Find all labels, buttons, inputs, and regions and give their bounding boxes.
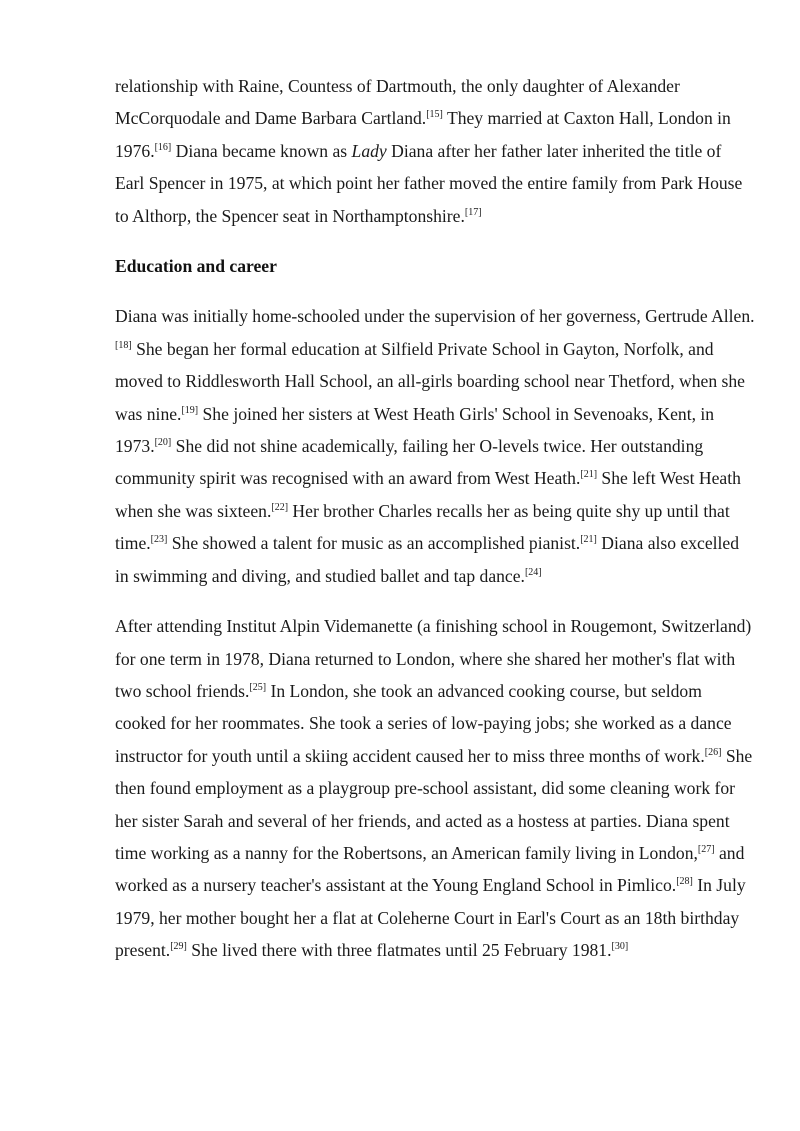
citation-ref[interactable]: [30]: [611, 941, 629, 953]
citation-ref[interactable]: [21]: [580, 534, 597, 546]
citation-ref[interactable]: [18]: [115, 339, 132, 351]
paragraph-education: [115, 300, 755, 592]
paragraph-text: Diana after her father later inherited the title of Earl Spencer in 1975, at which point her father moved the entire family from Park House to Althorp, the Spencer seat in Northamptonshire.: [115, 140, 743, 226]
paragraph-text: relationship with Raine, Countess of Dartmouth, the only daughter of Alexander McCorquodale and Dame Barbara Cartland.: [115, 76, 680, 129]
citation-ref[interactable]: [27]: [697, 843, 715, 855]
paragraph-text: Diana became known as: [171, 140, 352, 161]
citation-ref[interactable]: [17]: [464, 206, 482, 218]
paragraph-family: [115, 70, 755, 232]
section-heading: Education and career: [115, 256, 277, 277]
citation-ref[interactable]: [23]: [150, 534, 168, 546]
citation-ref[interactable]: [28]: [676, 876, 693, 888]
paragraph-text: In London, she took an advanced cooking course, but seldom cooked for her roommates. She took a series of low-paying jobs; she worked as a dance instructor for youth until a skiing accident caused her to miss three months of work.: [115, 680, 732, 766]
citation-ref[interactable]: [20]: [154, 437, 172, 449]
citation-ref[interactable]: [25]: [249, 681, 267, 693]
paragraph-text: and worked as a nursery teacher's assistant at the Young England School in Pimlico.: [115, 842, 745, 896]
citation-ref[interactable]: [16]: [154, 141, 172, 153]
citation-ref[interactable]: [21]: [580, 469, 598, 481]
citation-ref[interactable]: [26]: [704, 746, 722, 758]
paragraph-text: After attending Institut Alpin Videmanette (a finishing school in Rougemont, Switzerland) for one term in 1978, Diana returned to London, where she shared her mother's flat with two school friends.: [115, 616, 752, 701]
citation-ref[interactable]: [15]: [426, 109, 443, 121]
paragraph-text: She left West Heath when she was sixteen.: [115, 468, 741, 521]
emphasis-text: Lady: [351, 140, 387, 161]
paragraph-career: [115, 610, 755, 966]
citation-ref[interactable]: [22]: [271, 501, 289, 513]
citation-ref[interactable]: [24]: [524, 566, 542, 578]
paragraph-text: Her brother Charles recalls her as being quite shy up until that time.: [115, 500, 730, 554]
paragraph-text: In July 1979, her mother bought her a flat at Coleherne Court in Earl's Court as an 18th birthday present.: [115, 875, 746, 961]
paragraph-text: They married at Caxton Hall, London in 1976.: [115, 108, 731, 161]
paragraph-text: She joined her sisters at West Heath Girls' School in Sevenoaks, Kent, in 1973.: [115, 403, 715, 457]
paragraph-text: She did not shine academically, failing her O-levels twice. Her outstanding community spirit was recognised with an award from West Heath.: [115, 436, 704, 489]
citation-ref[interactable]: [19]: [181, 404, 199, 416]
paragraph-text: Diana also excelled in swimming and diving, and studied ballet and tap dance.: [115, 533, 740, 586]
paragraph-text: Diana was initially home-schooled under the supervision of her governess, Gertrude Allen.: [115, 306, 755, 327]
paragraph-text: She then found employment as a playgroup pre-school assistant, did some cleaning work for her sister Sarah and several of her friends, and acted as a hostess at parties. Diana spent time working as a nanny for the Robertsons, an American family living in London,: [115, 745, 753, 863]
citation-ref[interactable]: [29]: [170, 941, 187, 953]
paragraph-text: She began her formal education at Silfield Private School in Gayton, Norfolk, and moved to Riddlesworth Hall School, an all-girls boarding school near Thetford, when she was nine.: [115, 338, 745, 424]
document-page: [115, 70, 755, 985]
paragraph-text: She showed a talent for music as an accomplished pianist.: [167, 533, 581, 554]
paragraph-text: She lived there with three flatmates until 25 February 1981.: [186, 940, 612, 961]
